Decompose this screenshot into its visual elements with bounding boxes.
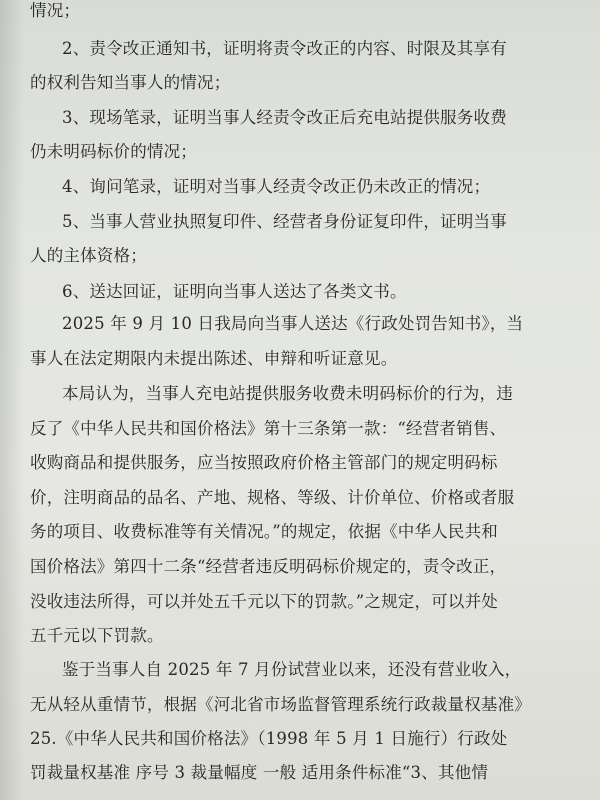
text-line: 5、当事人营业执照复印件、经营者身份证复印件，证明当事 <box>62 212 507 231</box>
text-line: 五千元以下罚款。 <box>30 626 164 645</box>
text-line: 4、询问笔录，证明对当事人经责令改正仍未改正的情况； <box>62 177 491 196</box>
text-line: 价，注明商品的品名、产地、规格、等级、计价单位、价格或者服 <box>30 488 515 507</box>
text-line: 没收违法所得，可以并处五千元以下的罚款。”之规定，可以并处 <box>30 592 498 611</box>
text-line: 事人在法定期限内未提出陈述、申辩和听证意见。 <box>30 349 398 368</box>
text-line: 反了《中华人民共和国价格法》第十三条第一款：“经营者销售、 <box>30 419 507 438</box>
text-line: 鉴于当事人自 2025 年 7 月份试营业以来，还没有营业收入， <box>62 660 522 679</box>
text-line: 3、现场笔录，证明当事人经责令改正后充电站提供服务收费 <box>62 108 507 127</box>
text-line: 情况； <box>30 1 81 20</box>
text-line: 的权利告知当事人的情况； <box>30 73 231 92</box>
text-line: 25.《中华人民共和国价格法》（1998 年 5 月 1 日施行）行政处 <box>30 729 508 748</box>
text-line: 本局认为，当事人充电站提供服务收费未明码标价的行为，违 <box>62 384 513 403</box>
text-line: 收购商品和提供服务，应当按照政府价格主管部门的规定明码标 <box>30 453 498 472</box>
text-line: 罚裁量权基准 序号 3 裁量幅度 一般 适用条件标准“3、其他情 <box>30 763 489 782</box>
text-line: 2、责令改正通知书，证明将责令改正的内容、时限及其享有 <box>62 39 507 58</box>
text-line: 无从轻从重情节，根据《河北省市场监督管理系统行政裁量权基准》 <box>30 695 531 714</box>
text-line: 仍未明码标价的情况； <box>30 142 197 161</box>
text-line: 6、送达回证，证明向当事人送达了各类文书。 <box>62 282 407 301</box>
text-line: 人的主体资格； <box>30 246 147 265</box>
text-line: 务的项目、收费标准等有关情况。”的规定，依据《中华人民共和 <box>30 522 498 541</box>
text-line: 2025 年 9 月 10 日我局向当事人送达《行政处罚告知书》，当 <box>62 314 524 333</box>
text-line: 国价格法》第四十二条“经营者违反明码标价规定的，责令改正， <box>30 557 507 576</box>
